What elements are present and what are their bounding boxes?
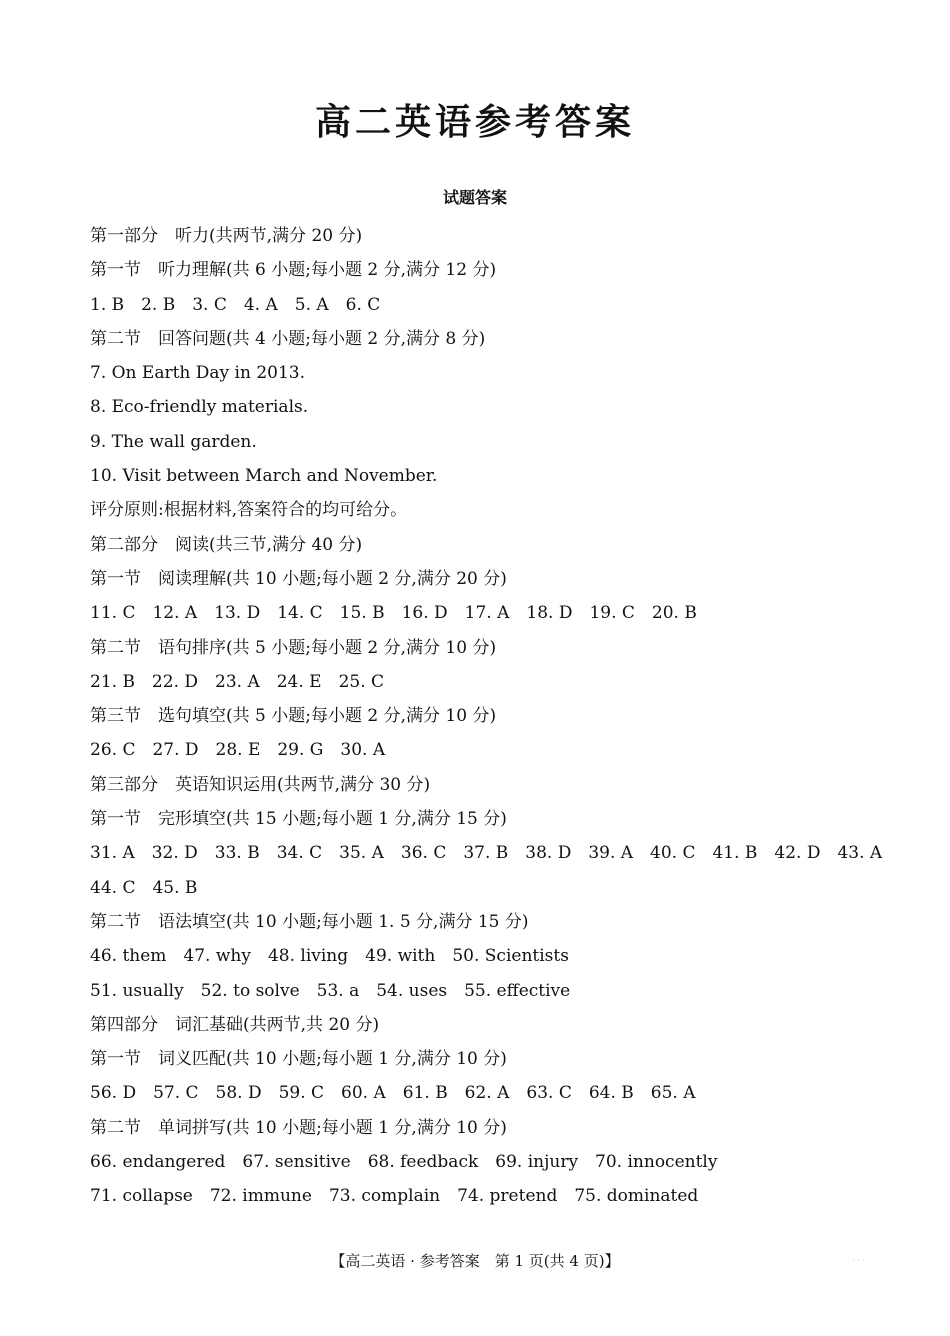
answer-line: 31. A 32. D 33. B 34. C 35. A 36. C 37. B 38. D 39. A 40. C 41. B 42. D 43. A (90, 843, 883, 864)
answer-line: 第一部分 听力(共两节,满分 20 分) (90, 226, 363, 246)
answer-line: 第二节 语句排序(共 5 小题;每小题 2 分,满分 10 分) (90, 637, 497, 658)
answer-line: 44. C 45. B (90, 877, 198, 898)
answer-line: 第二节 语法填空(共 10 小题;每小题 1. 5 分,满分 15 分) (90, 911, 529, 932)
answer-line: 46. them 47. why 48. living 49. with 50. Scientists (90, 946, 569, 967)
answer-line: 56. D 57. C 58. D 59. C 60. A 61. B 62. A 63. C 64. B 65. A (90, 1083, 696, 1104)
answer-line: 第二部分 阅读(共三节,满分 40 分) (90, 534, 363, 555)
answer-line: 8. Eco-friendly materials. (90, 397, 309, 418)
answer-line: 第三部分 英语知识运用(共两节,满分 30 分) (90, 774, 431, 795)
page-title: 高二英语参考答案 (314, 102, 635, 143)
corner-dots: · · · (852, 1256, 865, 1265)
answer-line: 1. B 2. B 3. C 4. A 5. A 6. C (90, 294, 381, 315)
answer-line: 评分原则:根据材料,答案符合的均可给分。 (90, 500, 408, 521)
answer-lines (90, 219, 910, 1214)
answer-line: 71. collapse 72. immune 73. complain 74. pretend 75. dominated (90, 1186, 699, 1207)
answer-line: 66. endangered 67. sensitive 68. feedback 69. injury 70. innocently (90, 1152, 718, 1173)
answer-line: 11. C 12. A 13. D 14. C 15. B 16. D 17. A 18. D 19. C 20. B (90, 603, 697, 624)
answer-line: 第二节 单词拼写(共 10 小题;每小题 1 分,满分 10 分) (90, 1117, 507, 1138)
section-subtitle: 试题答案 (442, 188, 507, 207)
answer-line: 21. B 22. D 23. A 24. E 25. C (90, 671, 385, 692)
answer-line: 第一节 词义匹配(共 10 小题;每小题 1 分,满分 10 分) (90, 1049, 507, 1070)
answer-line: 51. usually 52. to solve 53. a 54. uses 55. effective (90, 980, 571, 1001)
answer-line: 第一节 听力理解(共 6 小题;每小题 2 分,满分 12 分) (90, 260, 497, 281)
answer-line: 第三节 选句填空(共 5 小题;每小题 2 分,满分 10 分) (90, 706, 497, 727)
answer-line: 第四部分 词汇基础(共两节,共 20 分) (90, 1014, 380, 1035)
answer-line: 7. On Earth Day in 2013. (90, 363, 305, 384)
answer-line: 第二节 回答问题(共 4 小题;每小题 2 分,满分 8 分) (90, 328, 486, 349)
answer-line: 10. Visit between March and November. (90, 466, 438, 487)
answer-line: 26. C 27. D 28. E 29. G 30. A (90, 740, 386, 761)
answer-line: 第一节 阅读理解(共 10 小题;每小题 2 分,满分 20 分) (90, 568, 507, 589)
answer-line: 第一节 完形填空(共 15 小题;每小题 1 分,满分 15 分) (90, 809, 507, 830)
page-footer: 【高二英语 · 参考答案 第 1 页(共 4 页)】 (330, 1252, 620, 1270)
answer-line: 9. The wall garden. (90, 431, 257, 452)
